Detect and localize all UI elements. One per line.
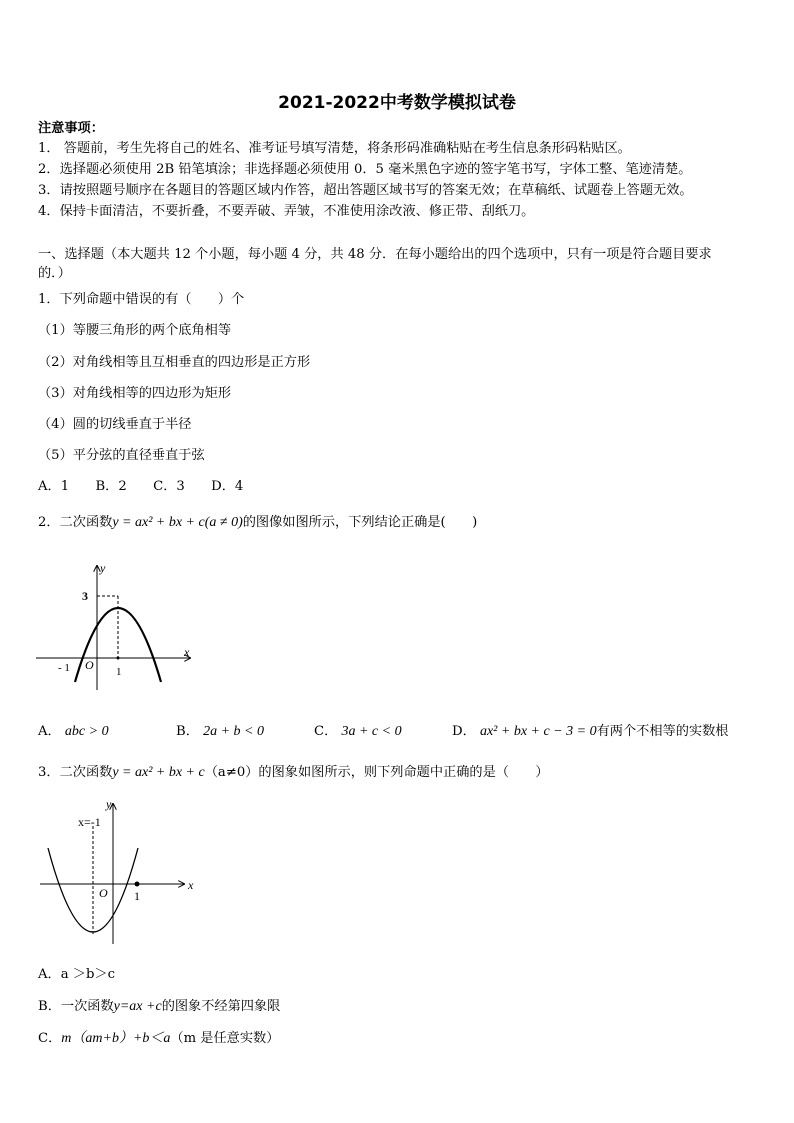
origin-label: O: [85, 658, 94, 672]
section-heading-line-1: 一、选择题（本大题共 12 个小题，每小题 4 分，共 48 分．在每小题给出的四个选项中，只有一项是符合题目要求: [38, 247, 712, 262]
q3-parabola-graph: [38, 796, 200, 946]
notice-item-2: 2．选择题必须使用 2B 铅笔填涂；非选择题必须使用 0．5 毫米黑色字迹的签字笔书写，字体工整、笔迹清楚。: [38, 162, 692, 177]
q3-option-a: A．a ＞b＞c: [38, 967, 115, 982]
q3-formula: y = ax² + bx + c: [112, 765, 205, 780]
vertex-y-label: 3: [82, 589, 88, 603]
q3-stem-prefix: 3．二次函数: [38, 765, 113, 780]
q3-option-b: B．一次函数y=ax +c的图象不经第四象限: [38, 999, 281, 1014]
q1-statement-3: （3）对角线相等的四边形为矩形: [38, 386, 232, 401]
notice-item-3: 3．请按照题号顺序在各题目的答题区域内作答，超出答题区域书写的答案无效；在草稿纸、试题卷上答题无效。: [38, 183, 693, 198]
point-one: [135, 882, 140, 887]
q2-stem-suffix: 的图像如图所示，下列结论正确是( ): [242, 515, 478, 530]
q2-option-d: D． ax² + bx + c − 3 = 0有两个不相等的实数根: [452, 724, 729, 739]
one-label: 1: [116, 666, 122, 678]
q1-statement-4: （4）圆的切线垂直于半径: [38, 417, 192, 432]
q2-option-c: C． 3a + c < 0: [314, 724, 402, 739]
notice-item-1: 1． 答题前，考生先将自己的姓名、准考证号填写清楚，将条形码准确粘贴在考生信息条形码粘贴区。: [38, 141, 631, 156]
q2-option-a: A． abc > 0: [38, 724, 109, 739]
q2-stem-prefix: 2．二次函数: [38, 515, 113, 530]
q3-condition: （a≠0）: [204, 765, 259, 780]
q2-stem: [38, 514, 477, 532]
x-axis-label: x: [184, 645, 190, 659]
notice-heading: 注意事项：: [38, 121, 104, 136]
one-label: 1: [134, 889, 140, 903]
origin-label: O: [99, 886, 108, 900]
q3-option-c: C．m（am+b）+b＜a（m 是任意实数）: [38, 1031, 280, 1046]
q2-option-b: B． 2a + b < 0: [176, 724, 264, 739]
q1-statement-2: （2）对角线相等且互相垂直的四边形是正方形: [38, 355, 311, 370]
point-one: [117, 657, 120, 660]
q3-stem-suffix: 的图象如图所示，则下列命题中正确的是（ ）: [258, 765, 549, 780]
q3-stem: [38, 764, 549, 782]
q1-statement-1: （1）等腰三角形的两个底角相等: [38, 323, 232, 338]
q2-parabola-graph: [36, 556, 200, 690]
parabola-curve: [48, 848, 138, 932]
q1-options: A．1 B．2 C．3 D．4: [38, 479, 244, 494]
symmetry-axis-label: x=-1: [78, 815, 101, 829]
q2-formula: y = ax² + bx + c(a ≠ 0): [112, 515, 243, 530]
section-heading-line-2: 的．）: [38, 266, 71, 281]
q1-stem: 1．下列命题中错误的有（ ）个: [38, 292, 245, 307]
q1-statement-5: （5）平分弦的直径垂直于弦: [38, 448, 205, 463]
neg-one-label: - 1: [58, 662, 70, 674]
page-title: 2021-2022中考数学模拟试卷: [278, 93, 516, 113]
x-axis-label: x: [188, 878, 194, 892]
notice-item-4: 4．保持卡面清洁，不要折叠，不要弄破、弄皱，不准使用涂改液、修正带、刮纸刀。: [38, 204, 535, 219]
y-axis-label: y: [100, 561, 106, 575]
y-axis-label: y: [106, 797, 112, 811]
